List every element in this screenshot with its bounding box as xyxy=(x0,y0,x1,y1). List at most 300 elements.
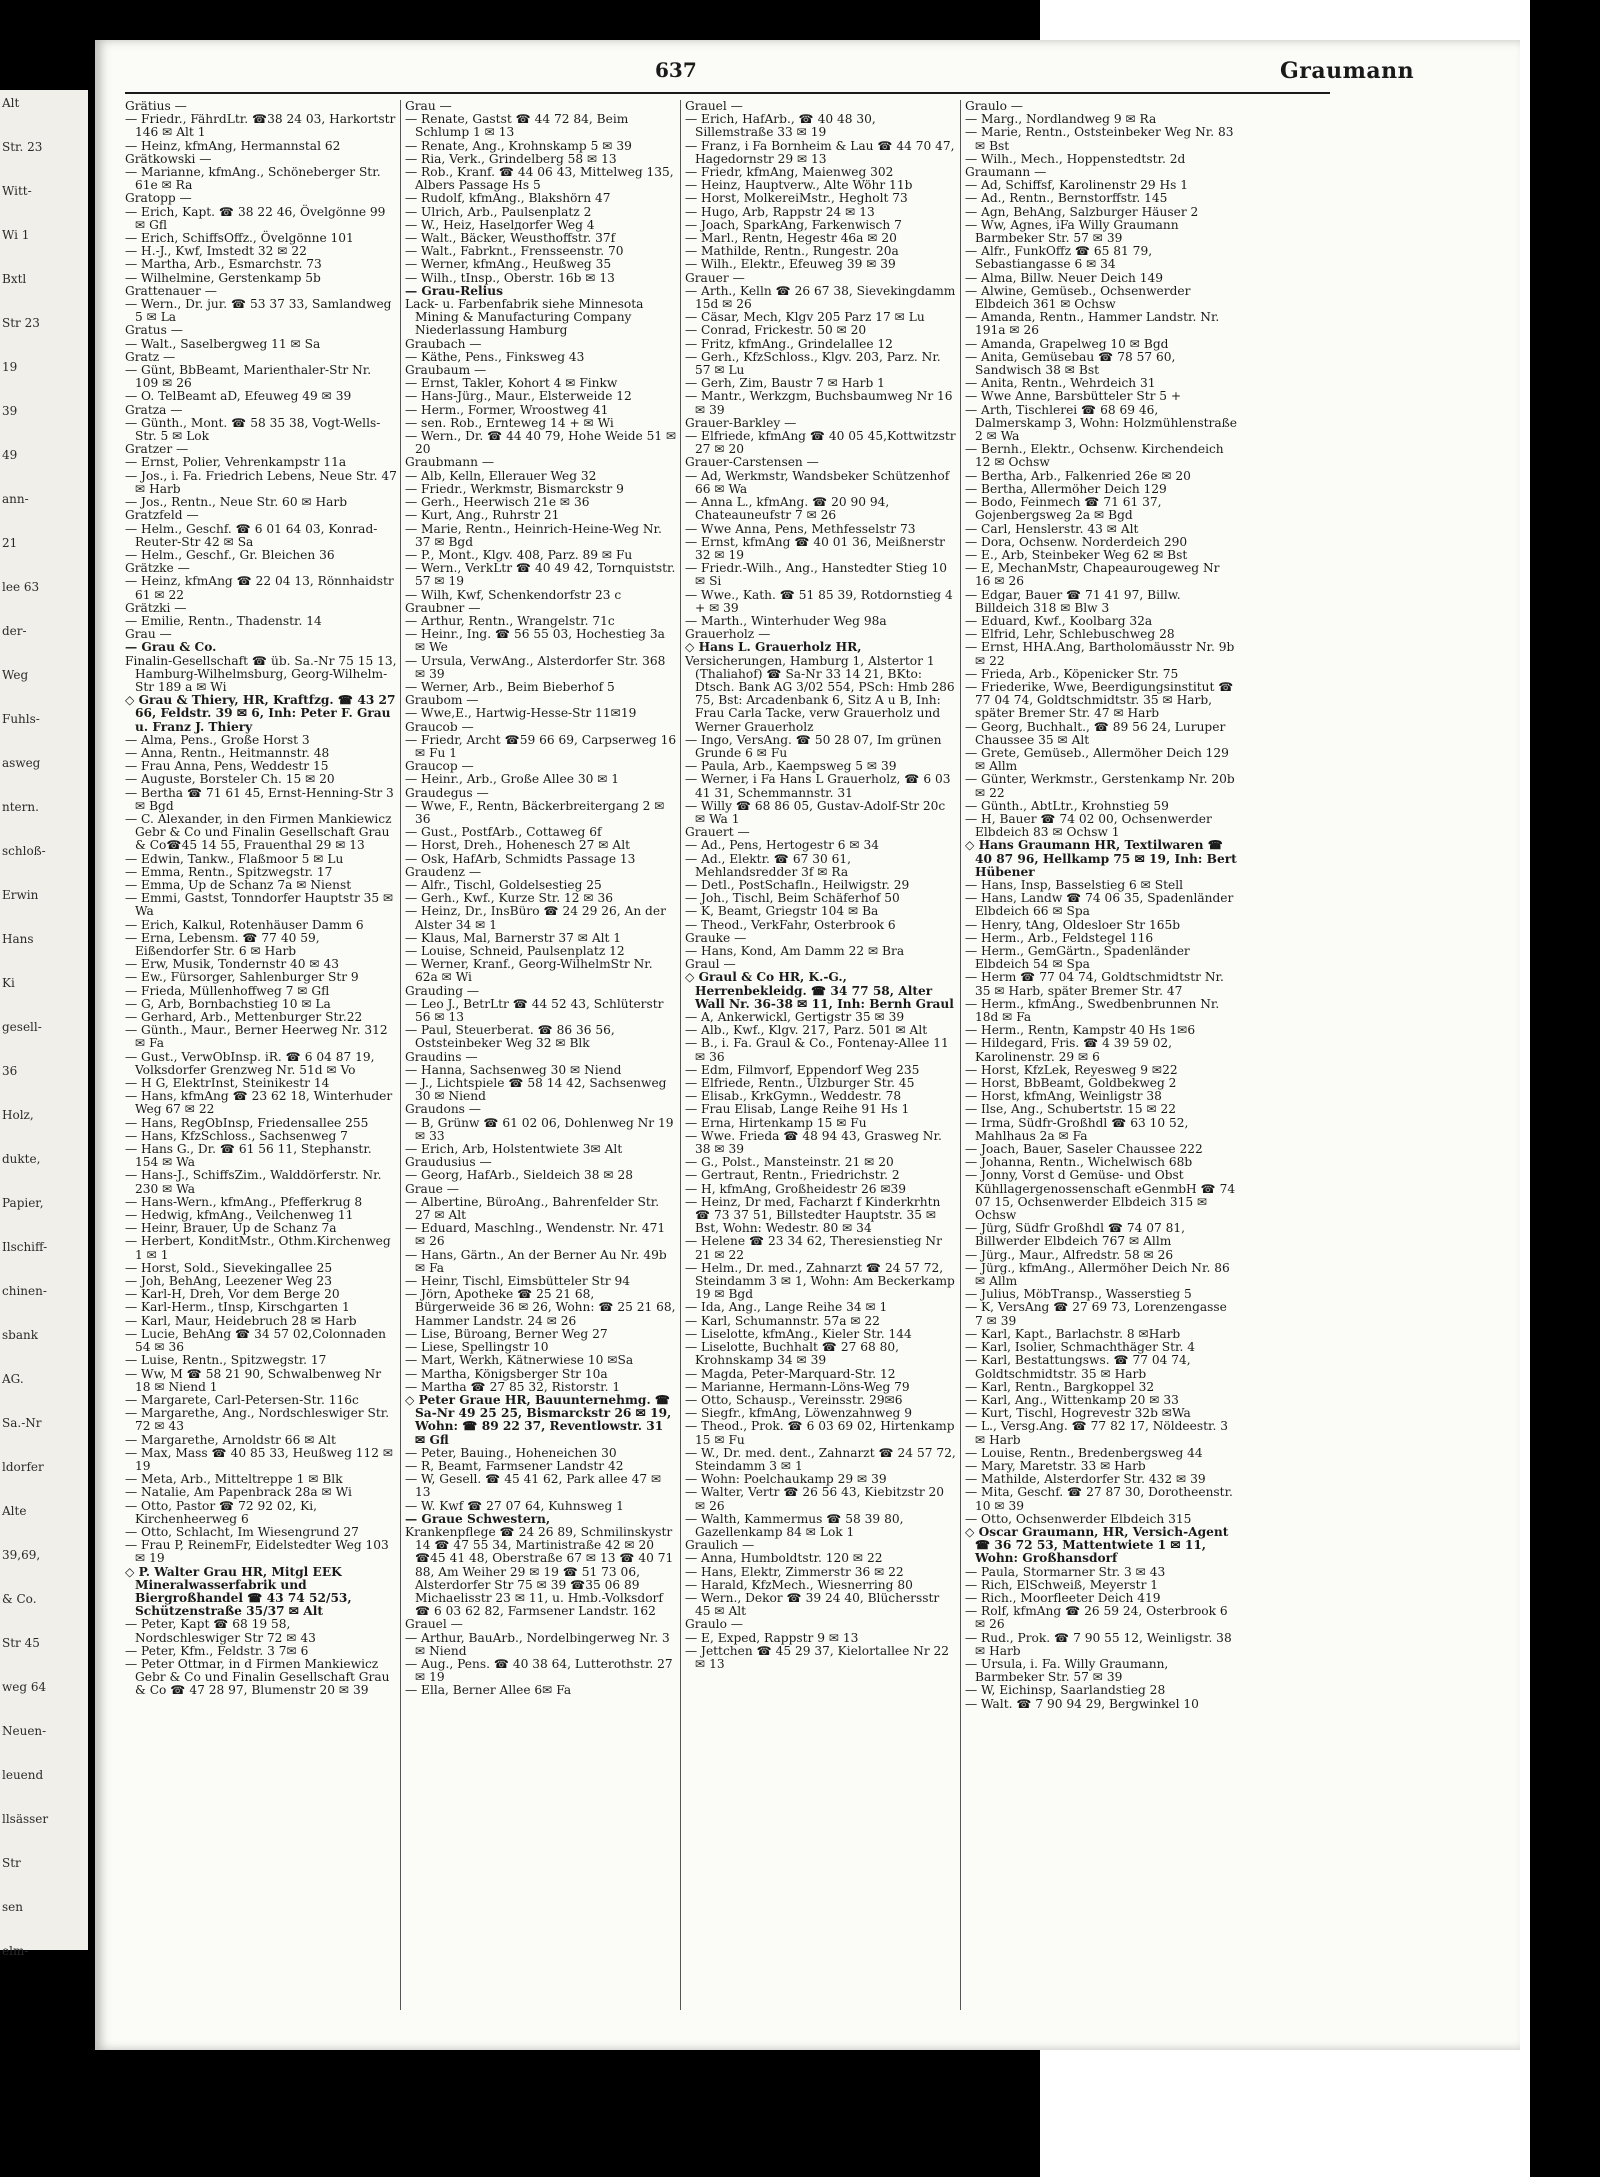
facing-page-text: Alte xyxy=(2,1504,27,1518)
directory-entry: — Hans, Kond, Am Damm 22 ✉ Bra xyxy=(685,944,905,958)
facing-page-text: lee 63 xyxy=(2,580,40,594)
facing-page-text: dukte, xyxy=(2,1152,41,1166)
directory-entry: — Gerhard, Arb., Mettenburger Str.22 xyxy=(125,1010,363,1025)
facing-page-text: Ki xyxy=(2,976,15,990)
directory-entry: — Elfrid, Lehr, Schlebuschweg 28 xyxy=(965,627,1175,642)
directory-entry: — Gertraut, Rentn., Friedrichstr. 2 xyxy=(685,1168,900,1183)
directory-entry: — Paul, Steuerberat. ☎ 86 36 56, Oststeinbeker Weg 32 ✉ Blk xyxy=(405,1023,615,1051)
directory-entry: — sen. Rob., Ernteweg 14 + ✉ Wi xyxy=(405,415,614,430)
facing-page-text: sen xyxy=(2,1900,23,1914)
directory-entry: — Peter, Kapt ☎ 68 19 58, Nordschleswiger Str 72 ✉ 43 xyxy=(125,1617,316,1645)
surname-heading: Graudons — xyxy=(405,1102,481,1117)
directory-entry: — Ilse, Ang., Schubertstr. 15 ✉ 22 xyxy=(965,1102,1177,1117)
directory-entry: — Anna, Humboldtstr. 120 ✉ 22 xyxy=(685,1551,883,1566)
facing-page-text: Ilschiff- xyxy=(2,1240,48,1254)
directory-entry: — Erich, Kalkul, Rotenhäuser Damm 6 xyxy=(125,917,364,932)
facing-page-fragment xyxy=(0,90,88,1958)
directory-entry: — Theod., Prok. ☎ 6 03 69 02, Hirtenkamp 15 ✉ Fu xyxy=(685,1419,955,1447)
directory-entry: — Werner, Arb., Beim Bieberhof 5 xyxy=(405,679,615,694)
directory-entry: — Frieda, Arb., Köpenicker Str. 75 xyxy=(965,666,1179,681)
surname-heading: Grau — xyxy=(125,627,172,642)
directory-entry: — Gerh., Heerwisch 21e ✉ 36 xyxy=(405,495,590,510)
directory-entry: — Liselotte, kfmAng., Kieler Str. 144 xyxy=(685,1326,912,1341)
directory-entry: — Hans, Gärtn., An der Berner Au Nr. 49b ✉ Fa xyxy=(405,1247,667,1275)
directory-entry: — Auguste, Borsteler Ch. 15 ✉ 20 xyxy=(125,772,335,787)
surname-heading: Graulich — xyxy=(685,1538,755,1553)
directory-entry: — Wilh, Kwf, Schenkendorfstr 23 c xyxy=(405,587,622,602)
directory-entry: — Henry, tAng, Oldesloer Str 165b xyxy=(965,917,1181,932)
surname-heading: Grätzke — xyxy=(125,561,190,576)
directory-entry: — Horst, KfzLek, Reyesweg 9 ✉22 xyxy=(965,1062,1178,1077)
directory-entry: — Margarete, Carl-Petersen-Str. 116c xyxy=(125,1392,359,1407)
directory-entry: — Friedr., FährdLtr. ☎38 24 03, Harkortstr 146 ✉ Alt 1 xyxy=(125,112,396,140)
directory-entry: — W. Kwf ☎ 27 07 64, Kuhnsweg 1 xyxy=(405,1498,624,1513)
directory-entry: — Karl, Rentn., Bargkoppel 32 xyxy=(965,1379,1155,1394)
directory-entry: — Friedr, kfmAng, Maienweg 302 xyxy=(685,165,894,180)
directory-entry: — Johanna, Rentn., Wichelwisch 68b xyxy=(965,1155,1193,1170)
facing-page-text: Hans xyxy=(2,932,34,946)
facing-page-text: Str xyxy=(2,1856,21,1870)
directory-entry: — K, VersAng ☎ 27 69 73, Lorenzengasse 7 ✉ 39 xyxy=(965,1300,1227,1328)
column-3 xyxy=(685,100,957,2020)
directory-entry: — Bertha, Allermöher Deich 129 xyxy=(965,481,1167,496)
directory-entry: — Edgar, Bauer ☎ 71 41 97, Billw. Billdeich 318 ✉ Blw 3 xyxy=(965,587,1181,615)
directory-entry: — Edwin, Tankw., Flaßmoor 5 ✉ Lu xyxy=(125,851,344,866)
surname-heading: Gratopp — xyxy=(125,191,192,206)
directory-entry: — Louise, Rentn., Bredenbergsweg 44 xyxy=(965,1445,1203,1460)
directory-entry: — Osk, HafArb, Schmidts Passage 13 xyxy=(405,851,636,866)
directory-entry: — Joach, SparkAng, Farkenwisch 7 xyxy=(685,217,902,232)
directory-entry: — Karl, Maur, Heidebruch 28 ✉ Harb xyxy=(125,1313,357,1328)
directory-entry: — J., Lichtspiele ☎ 58 14 42, Sachsenweg 30 ✉ Niend xyxy=(405,1076,667,1104)
directory-entry: — Marie, Rentn., Heinrich-Heine-Weg Nr. 37 ✉ Bgd xyxy=(405,521,662,549)
directory-entry: — Ernst, Polier, Vehrenkampstr 11a xyxy=(125,455,347,470)
surname-heading: Grattenauer — xyxy=(125,283,217,298)
directory-entry: — Bertha ☎ 71 61 45, Ernst-Henning-Str 3 ✉ Bgd xyxy=(125,785,394,813)
directory-entry: — Peter, Bauing., Hoheneichen 30 xyxy=(405,1445,617,1460)
directory-entry: — Rudolf, kfmAng., Blakshörn 47 xyxy=(405,191,611,206)
directory-entry: — Renate, Gastst ☎ 44 72 84, Beim Schlump 1 ✉ 13 xyxy=(405,112,629,140)
facing-page-text: 36 xyxy=(2,1064,18,1078)
directory-entry: — Karl-H, Dreh, Vor dem Berge 20 xyxy=(125,1287,340,1302)
directory-entry: ◇ Oscar Graumann, HR, Versich-Agent ☎ 36 72 53, Mattentwiete 1 ✉ 11, Wohn: Großhansdorf xyxy=(965,1524,1229,1566)
directory-entry: — Gust., PostfArb., Cottaweg 6f xyxy=(405,825,602,840)
directory-entry: — Rich., Moorfleeter Deich 419 xyxy=(965,1590,1161,1605)
directory-entry: — Ww, Agnes, iFa Willy Graumann Barmbeker Str. 57 ✉ 39 xyxy=(965,217,1179,246)
directory-entry: — H.-J., Kwf, Imstedt 32 ✉ 22 xyxy=(125,244,307,259)
directory-entry: — Günt, BbBeamt, Marienthaler-Str Nr. 109 ✉ 26 xyxy=(125,363,372,391)
facing-page-text: Sa.-Nr xyxy=(2,1416,42,1430)
surname-heading: Graubach — xyxy=(405,336,482,351)
directory-entry: — Meta, Arb., Mitteltreppe 1 ✉ Blk xyxy=(125,1472,343,1487)
column-1 xyxy=(125,100,397,2020)
directory-entry: — Liese, Spellingstr 10 xyxy=(405,1340,549,1355)
directory-entry: — Ursula, i. Fa. Willy Graumann, Barmbeker Str. 57 ✉ 39 xyxy=(965,1656,1169,1685)
directory-entry: — Hanna, Sachsenweg 30 ✉ Niend xyxy=(405,1062,622,1077)
directory-entry: — B, Grünw ☎ 61 02 06, Dohlenweg Nr 19 ✉ 33 xyxy=(405,1115,674,1143)
directory-entry: — Joh, BehAng, Leezener Weg 23 xyxy=(125,1274,332,1289)
directory-entry: — Edm, Filmvorf, Eppendorf Weg 235 xyxy=(685,1062,920,1077)
directory-entry: — Hans-Wern., kfmAng., Pfefferkrug 8 xyxy=(125,1194,363,1209)
directory-entry: — Walt., Bäcker, Weusthoffstr. 37f xyxy=(405,231,616,246)
directory-entry: — Wwe, F., Rentn, Bäckerbreitergang 2 ✉ 36 xyxy=(405,798,665,826)
directory-entry: — Rob., Kranf. ☎ 44 06 43, Mittelweg 135, Albers Passage Hs 5 xyxy=(405,165,674,193)
directory-entry: — Heinr., Ing. ☎ 56 55 03, Hochestieg 3a ✉ We xyxy=(405,627,665,655)
directory-entry: — Wern., Dr. jur. ☎ 53 37 33, Samlandweg 5 ✉ La xyxy=(125,297,392,325)
directory-entry: — Günth., Maur., Berner Heerweg Nr. 312 ✉ Fa xyxy=(125,1023,388,1051)
directory-entry: — Ursula, VerwAng., Alsterdorfer Str. 368 ✉ 39 xyxy=(405,653,666,681)
facing-page-text: Bxtl xyxy=(2,272,27,286)
directory-entry: — Bernh., Elektr., Ochsenw. Kirchendeich 12 ✉ Ochsw xyxy=(965,442,1224,470)
directory-entry: ◇ Peter Graue HR, Bauunternehmg. ☎ Sa-Nr 49 25 25, Bismarckstr 26 ✉ 19, Wohn: ☎ 89 22 37, Reventlowstr. 31 ✉ Gfl xyxy=(405,1392,672,1447)
facing-page-text: Str 45 xyxy=(2,1636,40,1650)
directory-entry: — Jonny, Vorst d Gemüse- und Obst Kühllagergenossenschaft eGenmbH ☎ 74 07 15, Ochsenwerder Elbdeich 315 ✉ Ochsw xyxy=(965,1168,1236,1223)
surname-heading: Graubom — xyxy=(405,693,479,708)
directory-entry: — Ida, Ang., Lange Reihe 34 ✉ 1 xyxy=(685,1300,888,1315)
directory-entry: — Mathilde, Alsterdorfer Str. 432 ✉ 39 xyxy=(965,1472,1206,1487)
directory-entry: — Walter, Vertr ☎ 26 56 43, Kiebitzstr 20 ✉ 26 xyxy=(685,1485,945,1513)
directory-entry: — Wwe,E., Hartwig-Hesse-Str 11✉19 xyxy=(405,706,637,721)
directory-entry: — Frau Elisab, Lange Reihe 91 Hs 1 xyxy=(685,1102,910,1117)
directory-entry: — Martha ☎ 27 85 32, Ristorstr. 1 xyxy=(405,1379,621,1394)
surname-heading: Graumann — xyxy=(965,165,1047,180)
directory-entry: — Dora, Ochsenw. Norderdeich 290 xyxy=(965,534,1188,549)
column-2 xyxy=(405,100,677,2020)
directory-entry: Lack- u. Farbenfabrik siehe Minnesota Mining & Manufacturing Company Niederlassung Hamburg xyxy=(405,297,644,338)
directory-entry: — Karl-Herm., tInsp, Kirschgarten 1 xyxy=(125,1300,350,1315)
directory-entry: — E, MechanMstr, Chapeaurougeweg Nr 16 ✉ 26 xyxy=(965,561,1220,589)
directory-entry: — Heinz, kfmAng, Hermannstal 62 xyxy=(125,138,341,153)
surname-heading: Grauert — xyxy=(685,825,750,840)
column-divider xyxy=(680,100,681,2010)
directory-entry: — Hildegard, Fris. ☎ 4 39 59 02, Karolinenstr. 29 ✉ 6 xyxy=(965,1036,1172,1064)
directory-entry: — Frieda, Müllenhoffweg 7 ✉ Gfl xyxy=(125,983,330,998)
directory-entry: — Irma, Südfr-Großhdl ☎ 63 10 52, Mahlhaus 2a ✉ Fa xyxy=(965,1115,1189,1143)
facing-page-text: & Co. xyxy=(2,1592,37,1606)
directory-entry: — Anna L., kfmAng. ☎ 20 90 94, Chateauneufstr 7 ✉ 26 xyxy=(685,495,890,523)
directory-entry: — Helm., Geschf. ☎ 6 01 64 03, Konrad-Reuter-Str 42 ✉ Sa xyxy=(125,521,378,549)
directory-entry: — Hans G., Dr. ☎ 61 56 11, Stephanstr. 154 ✉ Wa xyxy=(125,1142,372,1170)
surname-heading: Gratz — xyxy=(125,349,176,364)
facing-page-text: ntern. xyxy=(2,800,39,814)
directory-page xyxy=(95,40,1520,2050)
facing-page-text: 49 xyxy=(2,448,18,462)
directory-entry: — Elfriede, Rentn., Ulzburger Str. 45 xyxy=(685,1076,915,1091)
page-number: 637 xyxy=(655,58,697,82)
directory-entry: — Horst, MolkereiMstr., Hegholt 73 xyxy=(685,191,908,206)
directory-entry: — W., Heiz, Haselдorfer Weg 4 xyxy=(405,217,595,232)
directory-entry: — Herbert, KonditMstr., Othm.Kirchenweg 1 ✉ 1 xyxy=(125,1234,391,1262)
surname-heading: Graul — xyxy=(685,957,736,972)
directory-entry: — Mart, Werkh, Kätnerwiese 10 ✉Sa xyxy=(405,1353,634,1368)
directory-entry: — Horst, Sold., Sievekingallee 25 xyxy=(125,1260,333,1275)
column-divider xyxy=(960,100,961,2010)
directory-entry: — Wwe., Kath. ☎ 51 85 39, Rotdornstieg 4 + ✉ 39 xyxy=(685,587,953,615)
facing-page-text: weg 64 xyxy=(2,1680,47,1694)
directory-entry: — Aug., Pens. ☎ 40 38 64, Lutterothstr. 27 ✉ 19 xyxy=(405,1656,673,1685)
directory-entry: — Karl, Ang., Wittenkamp 20 ✉ 33 xyxy=(965,1392,1179,1407)
directory-entry: — Erw, Musik, Tondernstr 40 ✉ 43 xyxy=(125,957,340,972)
surname-heading: Gratus — xyxy=(125,323,183,338)
facing-page-text: Weg xyxy=(2,668,29,682)
facing-page-text: Str 23 xyxy=(2,316,40,330)
directory-entry: — Herm ☎ 77 04 74, Goldtschmidtstr Nr. 35 ✉ Harb, später Bremer Str. 47 xyxy=(965,970,1224,998)
directory-entry: ◇ Graul & Co HR, K.-G., Herrenbekleidg. ☎ 34 77 58, Alter Wall Nr. 36-38 ✉ 11, Inh: Bernh Graul xyxy=(685,970,954,1011)
directory-entry: — Franz, i Fa Bornheim & Lau ☎ 44 70 47, Hagedornstr 29 ✉ 13 xyxy=(685,138,955,166)
directory-entry: — Julius, MöbTransp., Wasserstieg 5 xyxy=(965,1287,1192,1302)
directory-entry: — K, Beamt, Griegstr 104 ✉ Ba xyxy=(685,904,879,919)
directory-entry: — Eduard, Maschlng., Wendenstr. Nr. 471 ✉ 26 xyxy=(405,1221,666,1249)
directory-entry: ◇ P. Walter Grau HR, Mitgl EEK Mineralwasserfabrik und Biergroßhandel ☎ 43 74 52/53, Schützenstraße 35/37 ✉ Alt xyxy=(125,1564,352,1619)
facing-page-text: Fuhls- xyxy=(2,712,40,726)
facing-page-text: 39 xyxy=(2,404,18,418)
directory-entry: — Conrad, Frickestr. 50 ✉ 20 xyxy=(685,323,867,338)
surname-heading: Graudenz — xyxy=(405,864,482,879)
directory-entry: — Alb, Kelln, Ellerauer Weg 32 xyxy=(405,468,597,483)
directory-entry: — Elfriede, kfmAng ☎ 40 05 45,Kottwitzstr 27 ✉ 20 xyxy=(685,429,956,457)
directory-entry: — Wern., Dr. ☎ 44 40 79, Hohe Weide 51 ✉ 20 xyxy=(405,429,677,457)
surname-heading: Grätzki — xyxy=(125,600,187,615)
directory-entry: — Horst, BbBeamt, Goldbekweg 2 xyxy=(965,1076,1177,1091)
running-head: Graumann xyxy=(1280,58,1415,84)
directory-entry: — Luise, Rentn., Spitzwegstr. 17 xyxy=(125,1353,327,1368)
surname-heading: Graudusius — xyxy=(405,1155,492,1170)
facing-page-text: schloß- xyxy=(2,844,46,858)
surname-heading: Gratzfeld — xyxy=(125,508,199,523)
directory-entry: — Marth., Winterhuder Weg 98a xyxy=(685,613,887,628)
directory-entry: — Jettchen ☎ 45 29 37, Kielortallee Nr 22 ✉ 13 xyxy=(685,1643,950,1671)
directory-entry: — Otto, Pastor ☎ 72 92 02, Ki, Kirchenheerweg 6 xyxy=(125,1498,317,1526)
directory-entry: — Louise, Schneid, Paulsenplatz 12 xyxy=(405,944,625,958)
surname-heading: Grauer — xyxy=(685,270,745,285)
surname-heading: Grätkowski — xyxy=(125,151,212,166)
surname-heading: Gratzer — xyxy=(125,442,189,457)
facing-page-text: asweg xyxy=(2,756,41,770)
directory-entry: — Werner, kfmAng., Heußweg 35 xyxy=(405,257,612,272)
directory-entry: — Wilh., Mech., Hoppenstedtstr. 2d xyxy=(965,151,1186,166)
directory-entry: — W, Eichinsp, Saarlandstieg 28 xyxy=(965,1683,1166,1698)
directory-entry: — Herm., Former, Wroostweg 41 xyxy=(405,402,609,417)
directory-entry: — Elisab., KrkGymn., Weddestr. 78 xyxy=(685,1089,902,1104)
surname-heading: Grau — xyxy=(405,99,452,113)
directory-entry: — Herm., kfmAng., Swedbenbrunnen Nr. 18d ✉ Fa xyxy=(965,996,1220,1025)
directory-entry: — Günth., Mont. ☎ 58 35 38, Vogt-Wells-Str. 5 ✉ Lok xyxy=(125,415,381,444)
directory-entry: — Agn, BehAng, Salzburger Häuser 2 xyxy=(965,204,1199,219)
directory-entry: — Horst, Dreh., Hohenesch 27 ✉ Alt xyxy=(405,838,630,853)
directory-entry: — Mantr., Werkzgm, Buchsbaumweg Nr 16 ✉ 39 xyxy=(685,389,953,417)
directory-entry: — Rich, ElSchweiß, Meyerstr 1 xyxy=(965,1577,1159,1592)
surname-heading: Graubaum — xyxy=(405,363,487,378)
directory-entry: — Werner, i Fa Hans L Grauerholz, ☎ 6 03 41 31, Schemmannstr. 31 xyxy=(685,772,951,800)
directory-entry: — Jürg, Südfr Großhdl ☎ 74 07 81, Billwerder Elbdeich 767 ✉ Allm xyxy=(965,1221,1186,1249)
directory-entry: — Arth, Tischlerei ☎ 68 69 46, Dalmerskamp 3, Wohn: Holzmühlenstraße 2 ✉ Wa xyxy=(965,402,1237,444)
directory-entry: — Renate, Ang., Krohnskamp 5 ✉ 39 xyxy=(405,138,632,153)
directory-entry: — Emilie, Rentn., Thadenstr. 14 xyxy=(125,613,322,628)
surname-heading: Grätius — xyxy=(125,99,187,113)
directory-entry: — Willy ☎ 68 86 05, Gustav-Adolf-Str 20c ✉ Wa 1 xyxy=(685,798,946,826)
directory-entry: — Emmi, Gastst, Tonndorfer Hauptstr 35 ✉ Wa xyxy=(125,891,394,919)
facing-page-text: der- xyxy=(2,624,27,638)
directory-entry: — Günth., AbtLtr., Krohnstieg 59 xyxy=(965,798,1169,813)
directory-entry: — Heinz, Hauptverw., Alte Wöhr 11b xyxy=(685,178,913,193)
facing-page-text: leuend xyxy=(2,1768,44,1782)
facing-page-text: Neuen- xyxy=(2,1724,47,1738)
directory-entry: ◇ Hans L. Grauerholz HR, xyxy=(685,640,862,655)
directory-entry: — Magda, Peter-Marquard-Str. 12 xyxy=(685,1366,896,1381)
directory-entry: — Graue Schwestern, xyxy=(405,1511,551,1526)
directory-entry: — Hans, Elektr, Zimmerstr 36 ✉ 22 xyxy=(685,1564,904,1579)
directory-entry: — Hugo, Arb, Rappstr 24 ✉ 13 xyxy=(685,204,875,219)
surname-heading: Graulo — xyxy=(685,1617,743,1632)
directory-entry: — Wern., Dekor ☎ 39 24 40, Blüchersstr 45 ✉ Alt xyxy=(685,1590,940,1619)
directory-entry: — Hans, KfzSchloss., Sachsenweg 7 xyxy=(125,1128,348,1143)
directory-entry: — W., Dr. med. dent., Zahnarzt ☎ 24 57 72, Steindamm 3 ✉ 1 xyxy=(685,1445,956,1473)
directory-entry: — H G, ElektrInst, Steinikestr 14 xyxy=(125,1076,330,1091)
facing-page-text: 19 xyxy=(2,360,18,374)
directory-entry: — Emma, Rentn., Spitzwegstr. 17 xyxy=(125,864,333,879)
surname-heading: Gratza — xyxy=(125,402,183,417)
surname-heading: Grauel — xyxy=(685,99,743,113)
directory-entry: — Helm., Geschf., Gr. Bleichen 36 xyxy=(125,547,335,562)
facing-page-text: elm- xyxy=(2,1944,29,1958)
facing-page-text: chinen- xyxy=(2,1284,47,1298)
directory-entry: — Alfr., FunkOffz ☎ 65 81 79, Sebastiangasse 6 ✉ 34 xyxy=(965,244,1153,272)
directory-entry: — Peter, Kfm., Feldstr. 3 7✉ 6 xyxy=(125,1643,309,1658)
facing-page-text: Wi 1 xyxy=(2,228,30,242)
directory-entry: — Kurt, Ang., Ruhrstr 21 xyxy=(405,508,560,523)
directory-entry: — Anita, Gemüsebau ☎ 78 57 60, Sandwisch 38 ✉ Bst xyxy=(965,349,1176,378)
directory-entry: — Paula, Stormarner Str. 3 ✉ 43 xyxy=(965,1564,1166,1579)
facing-page-text: Erwin xyxy=(2,888,39,902)
directory-entry: — Ad, Werkmstr, Wandsbeker Schützenhof 66 ✉ Wa xyxy=(685,468,950,496)
directory-entry: — Erich, SchiffsOffz., Övelgönne 101 xyxy=(125,231,354,246)
directory-entry: — H, kfmAng, Großheidestr 26 ✉39 xyxy=(685,1181,907,1196)
directory-entry: Finalin-Gesellschaft ☎ üb. Sa.-Nr 75 15 13, Hamburg-Wilhelmsburg, Georg-Wilhelm-Str 189 a ✉ Wi xyxy=(125,653,397,694)
directory-entry: — Ernst, Takler, Kohort 4 ✉ Finkw xyxy=(405,376,618,391)
directory-entry: — R, Beamt, Farmsener Landstr 42 xyxy=(405,1458,624,1473)
directory-entry: — Martha, Arb., Esmarchstr. 73 xyxy=(125,257,322,272)
directory-entry: — Jos., Rentn., Neue Str. 60 ✉ Harb xyxy=(125,495,348,510)
directory-entry: — Cäsar, Mech, Klgv 205 Parz 17 ✉ Lu xyxy=(685,310,925,325)
directory-entry: — Rolf, kfmAng ☎ 26 59 24, Osterbrook 6 ✉ 26 xyxy=(965,1604,1228,1632)
directory-entry: — E, Exped, Rappstr 9 ✉ 13 xyxy=(685,1630,859,1645)
directory-entry: — Theod., VerkFahr, Osterbrook 6 xyxy=(685,917,896,932)
directory-entry: — Frau Anna, Pens, Weddestr 15 xyxy=(125,759,329,774)
directory-entry: — Bodo, Feinmech ☎ 71 61 37, Gojenbergsweg 2a ✉ Bgd xyxy=(965,495,1162,523)
directory-entry: — Georg, HafArb., Sieldeich 38 ✉ 28 xyxy=(405,1168,633,1183)
directory-entry: — Jürg., Maur., Alfredstr. 58 ✉ 26 xyxy=(965,1247,1174,1262)
directory-entry: — Heinz, kfmAng ☎ 22 04 13, Rönnhaidstr 61 ✉ 22 xyxy=(125,574,394,602)
column-4 xyxy=(965,100,1237,2020)
directory-entry: — Paula, Arb., Kaempsweg 5 ✉ 39 xyxy=(685,759,897,774)
directory-entry: — Hans-J., SchiffsZim., Walddörferstr. Nr. 230 ✉ Wa xyxy=(125,1168,382,1196)
directory-entry: — Alma, Pens., Große Horst 3 xyxy=(125,732,310,747)
directory-entry: — Wwe Anna, Pens, Methfesselstr 73 xyxy=(685,521,916,536)
facing-page-text: 39,69, xyxy=(2,1548,41,1562)
directory-entry: — Max, Mass ☎ 40 85 33, Heußweg 112 ✉ 19 xyxy=(125,1445,394,1473)
facing-page-text: gesell- xyxy=(2,1020,42,1034)
surname-heading: Grauer-Barkley — xyxy=(685,415,797,430)
directory-entry: — Ria, Verk., Grindelberg 58 ✉ 13 xyxy=(405,151,617,166)
directory-entry: — Amanda, Rentn., Hammer Landstr. Nr. 191a ✉ 26 xyxy=(965,310,1220,338)
directory-entry: — Leo J., BetrLtr ☎ 44 52 43, Schlüterstr 56 ✉ 13 xyxy=(405,996,664,1025)
directory-entry: — Mary, Maretstr. 33 ✉ Harb xyxy=(965,1458,1146,1473)
directory-entry: — Herm., Arb., Feldstegel 116 xyxy=(965,930,1154,945)
directory-entry: — Ad., Pens, Hertogestr 6 ✉ 34 xyxy=(685,838,879,853)
directory-entry: — Karl, Schumannstr. 57a ✉ 22 xyxy=(685,1313,880,1328)
surname-heading: Graubmann — xyxy=(405,455,495,470)
directory-entry: — Marg., Nordlandweg 9 ✉ Ra xyxy=(965,112,1157,127)
directory-entry: — L., Versg.Ang. ☎ 77 82 17, Nöldeestr. 3 ✉ Harb xyxy=(965,1419,1228,1447)
directory-entry: — Wwe Anne, Barsbütteler Str 5 + xyxy=(965,389,1182,404)
surname-heading: Graucop — xyxy=(405,759,474,774)
directory-entry: — Alwine, Gemüseb., Ochsenwerder Elbdeich 361 ✉ Ochsw xyxy=(965,283,1191,312)
surname-heading: Graucob — xyxy=(405,719,474,734)
directory-entry: — Erna, Hirtenkamp 15 ✉ Fu xyxy=(685,1115,867,1130)
facing-page-text: AG. xyxy=(2,1372,24,1386)
directory-entry: — Otto, Schlacht, Im Wiesengrund 27 xyxy=(125,1524,359,1539)
directory-entry: — Peter Ottmar, in d Firmen Mankiewicz Gebr & Co und Finalin Gesellschaft Grau & Co ☎ 47 28 97, Blumenstr 20 ✉ 39 xyxy=(125,1656,390,1698)
directory-entry: — Wohn: Poelchaukamp 29 ✉ 39 xyxy=(685,1472,887,1487)
facing-page-text: 21 xyxy=(2,536,18,550)
directory-entry: — Amanda, Grapelweg 10 ✉ Bgd xyxy=(965,336,1169,351)
directory-entry: — G., Polst., Mansteinstr. 21 ✉ 20 xyxy=(685,1155,894,1170)
directory-entry: — Werner, Kranf., Georg-WilhelmStr Nr. 62a ✉ Wi xyxy=(405,957,653,985)
directory-entry: — Jürg., kfmAng., Allermöher Deich Nr. 86 ✉ Allm xyxy=(965,1260,1230,1289)
directory-entry: — Marie, Rentn., Oststeinbeker Weg Nr. 83 ✉ Bst xyxy=(965,125,1234,153)
facing-page-text: Alt xyxy=(2,96,20,110)
directory-entry: — Margarethe, Arnoldstr 66 ✉ Alt xyxy=(125,1432,336,1447)
directory-entry: — Frau P, ReinemFr, Eidelstedter Weg 103 ✉ 19 xyxy=(125,1538,389,1566)
directory-entry: — Emma, Up de Schanz 7a ✉ Nienst xyxy=(125,877,352,892)
surname-heading: Graubner — xyxy=(405,600,481,615)
directory-entry: — Friederike, Wwe, Beerdigungsinstitut ☎ 77 04 74, Goldtschmidtstr. 35 ✉ Harb, später Bremer Str. 47 ✉ Harb xyxy=(965,679,1234,721)
directory-entry: — Erich, Arb, Holstentwiete 3✉ Alt xyxy=(405,1142,623,1157)
directory-entry: — Margarethe, Ang., Nordschleswiger Str. 72 ✉ 43 xyxy=(125,1406,390,1434)
surname-heading: Grauerholz — xyxy=(685,627,771,642)
directory-entry: — Gerh., Kwf., Kurze Str. 12 ✉ 36 xyxy=(405,891,614,906)
directory-entry: — Heinr., Arb., Große Allee 30 ✉ 1 xyxy=(405,772,620,787)
facing-page-text: ldorfer xyxy=(2,1460,44,1474)
directory-entry: — Jörn, Apotheke ☎ 25 21 68, Bürgerweide 36 ✉ 26, Wohn: ☎ 25 21 68, Hammer Landstr. 24 ✉ 26 xyxy=(405,1287,676,1328)
directory-entry: — Gust., VerwObInsp. iR. ☎ 6 04 87 19, Volksdorfer Grenzweg Nr. 51d ✉ Vo xyxy=(125,1049,375,1077)
directory-entry: — Arth., Kelln ☎ 26 67 38, Sievekingdamm 15d ✉ 26 xyxy=(685,283,956,312)
directory-entry: — Friedr, Archt ☎59 66 69, Carpserweg 16 ✉ Fu 1 xyxy=(405,732,677,760)
directory-entry: — Alma, Billw. Neuer Deich 149 xyxy=(965,270,1164,285)
directory-entry: — Natalie, Am Papenbrack 28a ✉ Wi xyxy=(125,1485,352,1500)
directory-entry: — Friedr.-Wilh., Ang., Hanstedter Stieg 10 ✉ Si xyxy=(685,561,947,589)
directory-entry: — O. TelBeamt aD, Efeuweg 49 ✉ 39 xyxy=(125,389,352,404)
directory-entry: — Marianne, kfmAng., Schöneberger Str. 61e ✉ Ra xyxy=(125,165,381,193)
directory-entry: — Rud., Prok. ☎ 7 90 55 12, Weinligstr. 38 ✉ Harb xyxy=(965,1630,1232,1658)
directory-entry: — Heinr, Tischl, Eimsbütteler Str 94 xyxy=(405,1274,631,1289)
directory-entry: — Ernst, HHA.Ang, Bartholomäusstr Nr. 9b ✉ 22 xyxy=(965,640,1235,668)
directory-entry: — A, Ankerwickl, Gertigstr 35 ✉ 39 xyxy=(685,1010,905,1025)
directory-entry: — Joh., Tischl, Beim Schäferhof 50 xyxy=(685,891,900,906)
directory-entry: — Heinz, Dr med, Facharzt f Kinderkrhtn ☎ 73 37 51, Billstedter Hauptstr. 35 ✉ Bst, Wohn: Wedestr. 80 ✉ 34 xyxy=(685,1194,941,1236)
directory-entry: — Grau-Relius xyxy=(405,283,503,298)
directory-entry: — Gerh., KfzSchloss., Klgv. 203, Parz. Nr. 57 ✉ Lu xyxy=(685,349,941,378)
directory-entry: — Ingo, VersAng. ☎ 50 28 07, Im grünen Grunde 6 ✉ Fu xyxy=(685,732,942,760)
directory-entry: — Carl, Henslerstr. 43 ✉ Alt xyxy=(965,521,1139,536)
facing-page-text: sbank xyxy=(2,1328,38,1342)
directory-entry: — Otto, Ochsenwerder Elbdeich 315 xyxy=(965,1511,1192,1526)
facing-page-text: llsässer xyxy=(2,1812,49,1826)
surname-heading: Grauer-Carstensen — xyxy=(685,455,819,470)
scan-background-right xyxy=(1530,0,1600,2177)
directory-entry: — Hans, RegObInsp, Friedensallee 255 xyxy=(125,1115,369,1130)
directory-entry: — Detl., PostSchafln., Heilwigstr. 29 xyxy=(685,877,910,892)
